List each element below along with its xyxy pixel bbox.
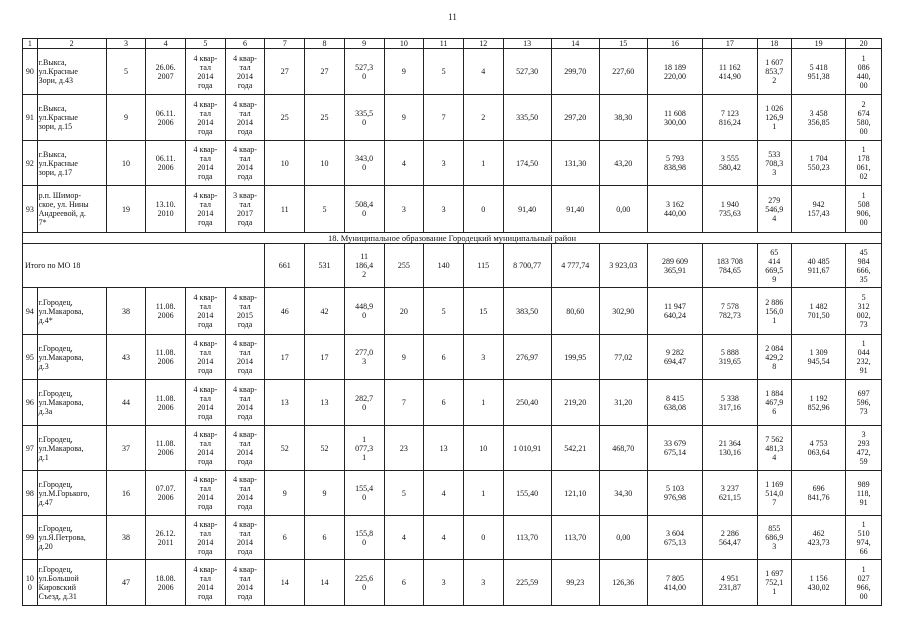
table-cell: 1 704 550,23 (792, 141, 846, 186)
table-cell: 155,4 0 (344, 471, 384, 516)
table-cell: 299,70 (551, 49, 599, 95)
table-cell: 18.08. 2006 (146, 560, 186, 606)
table-cell: 276,97 (503, 335, 551, 380)
section-row (23, 233, 882, 244)
table-cell: 13 (305, 380, 345, 426)
table-cell: 0,00 (599, 516, 647, 560)
table-cell: 91,40 (551, 186, 599, 233)
table-cell: 4 (463, 49, 503, 95)
total-cell: 289 609 365,91 (647, 244, 702, 288)
table-cell: 4 (424, 516, 464, 560)
table-cell: 1 (463, 141, 503, 186)
table-cell: 5 (305, 186, 345, 233)
row-number: 98 (23, 471, 38, 516)
table-body (23, 39, 882, 606)
table-cell: 6 (424, 380, 464, 426)
address-cell: г.Городец, ул.Макарова, д.4* (37, 288, 106, 335)
total-cell: 4 777,74 (551, 244, 599, 288)
table-cell: 19 (106, 186, 146, 233)
table-cell: 1 010,91 (503, 426, 551, 471)
column-header: 13 (503, 39, 551, 49)
column-header: 9 (344, 39, 384, 49)
table-cell: 4 квар- тал 2014 года (225, 426, 265, 471)
table-cell: 4 квар- тал 2014 года (186, 288, 226, 335)
total-cell: 115 (463, 244, 503, 288)
table-cell: 9 282 694,47 (647, 335, 702, 380)
table-cell: 16 (106, 471, 146, 516)
total-cell: 661 (265, 244, 305, 288)
table-row (23, 49, 882, 95)
table-row (23, 426, 882, 471)
table-cell: 1 (463, 380, 503, 426)
address-cell: р.п. Шимор- ское, ул. Нины Андреевой, д. 7* (37, 186, 106, 233)
table-cell: 4 квар- тал 2014 года (186, 186, 226, 233)
table-cell: 199,95 (551, 335, 599, 380)
address-cell: г.Городец, ул.Макарова, д.3а (37, 380, 106, 426)
table-cell: 2 886 156,0 1 (757, 288, 791, 335)
table-cell: 4 квар- тал 2014 года (225, 471, 265, 516)
table-cell: 46 (265, 288, 305, 335)
table-cell: 5 (384, 471, 424, 516)
table-cell: 5 (106, 49, 146, 95)
table-cell: 10 (305, 141, 345, 186)
table-cell: 533 708,3 3 (757, 141, 791, 186)
address-cell: г.Выкса, ул.Красные Зори, д.43 (37, 49, 106, 95)
table-cell: 697 596, 73 (846, 380, 882, 426)
table-cell: 1 607 853,7 2 (757, 49, 791, 95)
table-cell: 27 (265, 49, 305, 95)
table-cell: 06.11. 2006 (146, 141, 186, 186)
table-cell: 13.10. 2010 (146, 186, 186, 233)
table-cell: 4 квар- тал 2014 года (186, 426, 226, 471)
table-cell: 4 квар- тал 2014 года (225, 560, 265, 606)
table-cell: 0 (463, 516, 503, 560)
table-cell: 1 940 735,63 (703, 186, 757, 233)
row-number: 97 (23, 426, 38, 471)
column-header: 10 (384, 39, 424, 49)
table-cell: 282,7 0 (344, 380, 384, 426)
table-cell: 26.06. 2007 (146, 49, 186, 95)
table-cell: 174,50 (503, 141, 551, 186)
table-cell: 23 (384, 426, 424, 471)
total-cell: 45 984 666, 35 (846, 244, 882, 288)
table-cell: 3 (424, 560, 464, 606)
table-cell: 5 (424, 288, 464, 335)
table-cell: 4 квар- тал 2014 года (225, 516, 265, 560)
table-cell: 13 (424, 426, 464, 471)
table-cell: 113,70 (503, 516, 551, 560)
row-number: 94 (23, 288, 38, 335)
table-cell: 11.08. 2006 (146, 335, 186, 380)
table-cell: 448,9 0 (344, 288, 384, 335)
table-cell: 7 123 816,24 (703, 95, 757, 141)
row-number: 92 (23, 141, 38, 186)
page-number: 11 (448, 12, 457, 22)
table-cell: 7 562 481,3 4 (757, 426, 791, 471)
table-cell: 11 608 300,00 (647, 95, 702, 141)
column-header: 5 (186, 39, 226, 49)
table-cell: 17 (265, 335, 305, 380)
table-cell: 1 309 945,54 (792, 335, 846, 380)
total-cell: 3 923,03 (599, 244, 647, 288)
address-cell: г.Городец, ул.Макарова, д.1 (37, 426, 106, 471)
total-cell: 531 (305, 244, 345, 288)
table-cell: 4 (384, 141, 424, 186)
table-row (23, 141, 882, 186)
table-cell: 7 805 414,00 (647, 560, 702, 606)
table-cell: 0,00 (599, 186, 647, 233)
table-cell: 279 546,9 4 (757, 186, 791, 233)
table-cell: 942 157,43 (792, 186, 846, 233)
column-header: 17 (703, 39, 757, 49)
table-cell: 11 162 414,90 (703, 49, 757, 95)
table-cell: 10 (106, 141, 146, 186)
table-cell: 18 189 220,00 (647, 49, 702, 95)
table-cell: 989 118, 91 (846, 471, 882, 516)
column-header: 4 (146, 39, 186, 49)
table-cell: 07.07. 2006 (146, 471, 186, 516)
table-cell: 335,5 0 (344, 95, 384, 141)
table-cell: 383,50 (503, 288, 551, 335)
table-cell: 27 (305, 49, 345, 95)
table-cell: 1 884 467,9 6 (757, 380, 791, 426)
table-cell: 77,02 (599, 335, 647, 380)
table-cell: 38 (106, 516, 146, 560)
total-label: Итого по МО 18 (23, 244, 265, 288)
table-cell: 4 квар- тал 2014 года (186, 516, 226, 560)
table-cell: 4 квар- тал 2014 года (225, 141, 265, 186)
column-header: 15 (599, 39, 647, 49)
table-cell: 11 (265, 186, 305, 233)
table-cell: 13 (265, 380, 305, 426)
table-cell: 52 (305, 426, 345, 471)
table-cell: 4 квар- тал 2014 года (186, 49, 226, 95)
table-cell: 3 (424, 186, 464, 233)
table-cell: 1 027 966, 00 (846, 560, 882, 606)
table-cell: 9 (384, 49, 424, 95)
table-cell: 4 квар- тал 2014 года (225, 49, 265, 95)
table-cell: 4 квар- тал 2014 года (186, 560, 226, 606)
table-cell: 5 338 317,16 (703, 380, 757, 426)
table-cell: 11.08. 2006 (146, 426, 186, 471)
column-header: 2 (37, 39, 106, 49)
table-cell: 4 (424, 471, 464, 516)
table-cell: 3 237 621,15 (703, 471, 757, 516)
table-cell: 1 156 430,02 (792, 560, 846, 606)
table-cell: 10 (265, 141, 305, 186)
table-row (23, 95, 882, 141)
table-row (23, 560, 882, 606)
total-cell: 8 700,77 (503, 244, 551, 288)
table-cell: 219,20 (551, 380, 599, 426)
table-cell: 468,70 (599, 426, 647, 471)
table-cell: 2 (463, 95, 503, 141)
table-cell: 3 604 675,13 (647, 516, 702, 560)
table-cell: 9 (384, 95, 424, 141)
column-header: 20 (846, 39, 882, 49)
table-cell: 3 293 472, 59 (846, 426, 882, 471)
table-cell: 4 квар- тал 2015 года (225, 288, 265, 335)
table-cell: 26.12. 2011 (146, 516, 186, 560)
table-cell: 14 (265, 560, 305, 606)
total-cell: 140 (424, 244, 464, 288)
address-cell: г.Городец, ул.Макарова, д.3 (37, 335, 106, 380)
table-cell: 855 686,9 3 (757, 516, 791, 560)
column-header: 3 (106, 39, 146, 49)
table-cell: 1 044 232, 91 (846, 335, 882, 380)
table-cell: 4 квар- тал 2014 года (225, 380, 265, 426)
row-number: 91 (23, 95, 38, 141)
table-cell: 38,30 (599, 95, 647, 141)
table-cell: 52 (265, 426, 305, 471)
address-cell: г.Выкса, ул.Красные зори, д.17 (37, 141, 106, 186)
table-cell: 131,30 (551, 141, 599, 186)
table-cell: 4 квар- тал 2014 года (186, 471, 226, 516)
table-cell: 1 192 852,96 (792, 380, 846, 426)
column-header: 7 (265, 39, 305, 49)
table-cell: 9 (106, 95, 146, 141)
table-cell: 1 169 514,0 7 (757, 471, 791, 516)
section-title: 18. Муниципальное образование Городецкий муниципальный район (23, 233, 882, 244)
table-cell: 4 951 231,87 (703, 560, 757, 606)
table-cell: 1 026 126,9 1 (757, 95, 791, 141)
total-cell: 65 414 669,5 9 (757, 244, 791, 288)
table-cell: 80,60 (551, 288, 599, 335)
column-header: 6 (225, 39, 265, 49)
table-cell: 1 086 440, 00 (846, 49, 882, 95)
table-cell: 343,0 0 (344, 141, 384, 186)
table-cell: 3 162 440,00 (647, 186, 702, 233)
table-cell: 7 (384, 380, 424, 426)
address-cell: г.Выкса, ул.Красные зори, д.15 (37, 95, 106, 141)
table-cell: 47 (106, 560, 146, 606)
table-cell: 155,40 (503, 471, 551, 516)
table-cell: 25 (265, 95, 305, 141)
column-header: 11 (424, 39, 464, 49)
table-cell: 10 (463, 426, 503, 471)
table-cell: 2 286 564,47 (703, 516, 757, 560)
table-cell: 4 квар- тал 2014 года (225, 95, 265, 141)
table-cell: 21 364 130,16 (703, 426, 757, 471)
table-cell: 5 793 838,98 (647, 141, 702, 186)
table-cell: 1 697 752,1 1 (757, 560, 791, 606)
table-cell: 4 квар- тал 2014 года (186, 335, 226, 380)
table-cell: 3 квар- тал 2017 года (225, 186, 265, 233)
column-header: 16 (647, 39, 702, 49)
table-cell: 121,10 (551, 471, 599, 516)
table-cell: 15 (463, 288, 503, 335)
header-row (23, 39, 882, 49)
table-cell: 297,20 (551, 95, 599, 141)
row-number: 95 (23, 335, 38, 380)
table-cell: 7 578 782,73 (703, 288, 757, 335)
table-cell: 1 482 701,50 (792, 288, 846, 335)
table-cell: 17 (305, 335, 345, 380)
table-row (23, 516, 882, 560)
row-number: 99 (23, 516, 38, 560)
table-cell: 38 (106, 288, 146, 335)
total-cell: 40 485 911,67 (792, 244, 846, 288)
table-cell: 43 (106, 335, 146, 380)
table-cell: 9 (265, 471, 305, 516)
table-cell: 4 753 063,64 (792, 426, 846, 471)
table-cell: 1 510 974, 66 (846, 516, 882, 560)
table-cell: 542,21 (551, 426, 599, 471)
table-cell: 4 квар- тал 2014 года (225, 335, 265, 380)
table-cell: 5 888 319,65 (703, 335, 757, 380)
table-cell: 225,6 0 (344, 560, 384, 606)
table-cell: 42 (305, 288, 345, 335)
table-row (23, 288, 882, 335)
table-cell: 335,50 (503, 95, 551, 141)
table-cell: 9 (384, 335, 424, 380)
table-cell: 6 (265, 516, 305, 560)
total-cell: 255 (384, 244, 424, 288)
table-cell: 155,8 0 (344, 516, 384, 560)
table-cell: 99,23 (551, 560, 599, 606)
column-header: 8 (305, 39, 345, 49)
table-cell: 126,36 (599, 560, 647, 606)
table-cell: 1 077,3 1 (344, 426, 384, 471)
table-cell: 5 312 002, 73 (846, 288, 882, 335)
table-cell: 3 458 356,85 (792, 95, 846, 141)
address-cell: г.Городец, ул.М.Горького, д.47 (37, 471, 106, 516)
table-cell: 44 (106, 380, 146, 426)
table-cell: 11.08. 2006 (146, 288, 186, 335)
table-cell: 4 квар- тал 2014 года (186, 380, 226, 426)
table-cell: 2 084 429,2 8 (757, 335, 791, 380)
table-cell: 7 (424, 95, 464, 141)
row-number: 10 0 (23, 560, 38, 606)
table-cell: 3 555 580,42 (703, 141, 757, 186)
address-cell: г.Городец, ул.Я.Петрова, д.20 (37, 516, 106, 560)
table-cell: 91,40 (503, 186, 551, 233)
address-cell: г.Городец, ул.Большой Кировский Съезд, д.31 (37, 560, 106, 606)
table-cell: 9 (305, 471, 345, 516)
table-cell: 696 841,76 (792, 471, 846, 516)
row-number: 96 (23, 380, 38, 426)
column-header: 12 (463, 39, 503, 49)
table-cell: 3 (463, 560, 503, 606)
table-cell: 302,90 (599, 288, 647, 335)
table-cell: 11 947 640,24 (647, 288, 702, 335)
table-cell: 06.11. 2006 (146, 95, 186, 141)
table-cell: 113,70 (551, 516, 599, 560)
table-cell: 1 508 906, 00 (846, 186, 882, 233)
table-cell: 277,0 3 (344, 335, 384, 380)
table-cell: 227,60 (599, 49, 647, 95)
table-cell: 3 (424, 141, 464, 186)
total-row (23, 244, 882, 288)
table-cell: 1 178 061, 02 (846, 141, 882, 186)
table-cell: 462 423,73 (792, 516, 846, 560)
table-row (23, 335, 882, 380)
table-row (23, 471, 882, 516)
table-cell: 34,30 (599, 471, 647, 516)
column-header: 1 (23, 39, 38, 49)
row-number: 90 (23, 49, 38, 95)
table-cell: 33 679 675,14 (647, 426, 702, 471)
table-cell: 2 674 580, 00 (846, 95, 882, 141)
table-cell: 6 (424, 335, 464, 380)
table-cell: 5 418 951,38 (792, 49, 846, 95)
total-cell: 11 186,4 2 (344, 244, 384, 288)
row-number: 93 (23, 186, 38, 233)
table-cell: 6 (384, 560, 424, 606)
table-cell: 527,30 (503, 49, 551, 95)
column-header: 14 (551, 39, 599, 49)
column-header: 18 (757, 39, 791, 49)
housing-program-table (22, 38, 882, 606)
table-cell: 11.08. 2006 (146, 380, 186, 426)
table-cell: 31,20 (599, 380, 647, 426)
table-row (23, 380, 882, 426)
table-cell: 4 квар- тал 2014 года (186, 141, 226, 186)
total-cell: 183 708 784,65 (703, 244, 757, 288)
table-cell: 0 (463, 186, 503, 233)
table-cell: 3 (384, 186, 424, 233)
table-cell: 527,3 0 (344, 49, 384, 95)
table-cell: 3 (463, 335, 503, 380)
table-cell: 37 (106, 426, 146, 471)
table-cell: 4 квар- тал 2014 года (186, 95, 226, 141)
table-cell: 5 (424, 49, 464, 95)
table-cell: 1 (463, 471, 503, 516)
table-cell: 25 (305, 95, 345, 141)
table-row (23, 186, 882, 233)
column-header: 19 (792, 39, 846, 49)
table-cell: 20 (384, 288, 424, 335)
table-cell: 6 (305, 516, 345, 560)
table-cell: 5 103 976,98 (647, 471, 702, 516)
table-cell: 225,59 (503, 560, 551, 606)
table-cell: 4 (384, 516, 424, 560)
table-cell: 14 (305, 560, 345, 606)
table-cell: 43,20 (599, 141, 647, 186)
table-cell: 8 415 638,08 (647, 380, 702, 426)
table-cell: 250,40 (503, 380, 551, 426)
table-cell: 508,4 0 (344, 186, 384, 233)
